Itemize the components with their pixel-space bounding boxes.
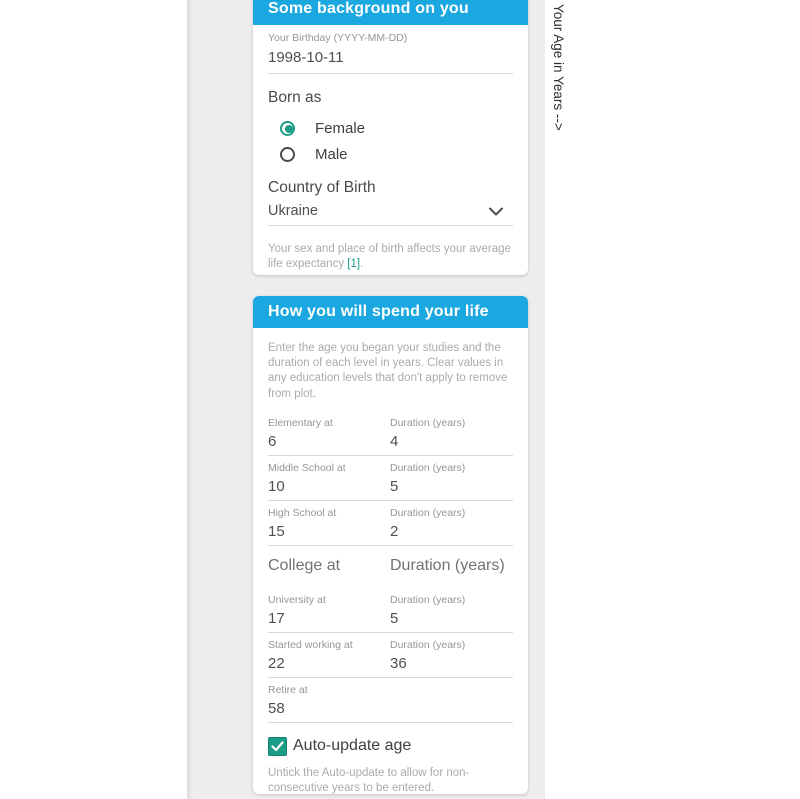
label-duration-middle-school-at: Duration (years): [390, 461, 466, 474]
input-retire-at[interactable]: [268, 699, 390, 718]
input-duration-started-working-at[interactable]: [390, 654, 513, 673]
label-university-at: University at: [268, 593, 326, 606]
life-row: [268, 501, 513, 546]
input-university-at[interactable]: [268, 609, 390, 628]
label-duration-college-at: Duration (years): [390, 556, 505, 574]
input-elementary-at[interactable]: [268, 432, 390, 451]
auto-update-note: Untick the Auto-update to allow for non-consecutive years to be entered.: [268, 766, 470, 794]
label-duration-started-working-at: Duration (years): [390, 638, 466, 651]
input-started-working-at[interactable]: [268, 654, 390, 673]
birthday-input[interactable]: [268, 48, 513, 67]
input-high-school-at[interactable]: [268, 522, 390, 541]
country-heading: Country of Birth: [268, 179, 376, 196]
life-row: [268, 546, 513, 588]
radio-female[interactable]: [268, 115, 513, 141]
label-middle-school-at: Middle School at: [268, 461, 346, 474]
life-row: [268, 633, 513, 678]
input-duration-middle-school-at[interactable]: [390, 477, 513, 496]
background-helper-text: Your sex and place of birth affects your average life expectancy [1].: [268, 243, 511, 271]
birthday-field: [268, 25, 513, 74]
label-retire-at: Retire at: [268, 683, 308, 696]
check-icon: [271, 741, 284, 752]
input-duration-elementary-at[interactable]: [390, 432, 513, 451]
auto-update-label: Auto-update age: [293, 737, 412, 755]
life-card-title: How you will spend your life: [253, 296, 528, 328]
input-duration-high-school-at[interactable]: [390, 522, 513, 541]
life-row: [268, 678, 513, 723]
life-row: [268, 588, 513, 633]
auto-update-checkbox-row[interactable]: [268, 737, 513, 756]
input-middle-school-at[interactable]: [268, 477, 390, 496]
label-started-working-at: Started working at: [268, 638, 353, 651]
auto-update-checkbox[interactable]: [268, 737, 287, 756]
life-card: [253, 296, 528, 794]
born-as-radio-group: [268, 115, 513, 167]
born-as-heading: Born as: [268, 89, 322, 106]
label-duration-high-school-at: Duration (years): [390, 506, 466, 519]
life-row: [268, 456, 513, 501]
radio-circle-icon[interactable]: [280, 121, 295, 136]
life-card-intro: Enter the age you began your studies and the duration of each level in years. Clear values in any education levels that don't apply to remove from plot.: [268, 342, 508, 400]
input-duration-university-at[interactable]: [390, 609, 513, 628]
radio-label: Female: [315, 119, 366, 137]
background-card-title: Some background on you: [253, 0, 528, 25]
y-axis-title: Your Age in Years -->: [551, 4, 566, 131]
background-card: [253, 0, 528, 275]
radio-label: Male: [315, 145, 348, 163]
birthday-label: Your Birthday (YYYY-MM-DD): [268, 32, 408, 44]
radio-circle-icon[interactable]: [280, 147, 295, 162]
life-rows: [268, 411, 513, 723]
label-duration-elementary-at: Duration (years): [390, 416, 466, 429]
chevron-down-icon: [489, 207, 503, 216]
reference-link[interactable]: [1]: [347, 258, 361, 271]
label-elementary-at: Elementary at: [268, 416, 333, 429]
label-duration-university-at: Duration (years): [390, 593, 466, 606]
label-college-at: College at: [268, 556, 341, 574]
label-high-school-at: High School at: [268, 506, 337, 519]
country-select-value: Ukraine: [268, 203, 318, 219]
radio-male[interactable]: [268, 141, 513, 167]
country-select[interactable]: [268, 203, 513, 226]
life-row: [268, 411, 513, 456]
